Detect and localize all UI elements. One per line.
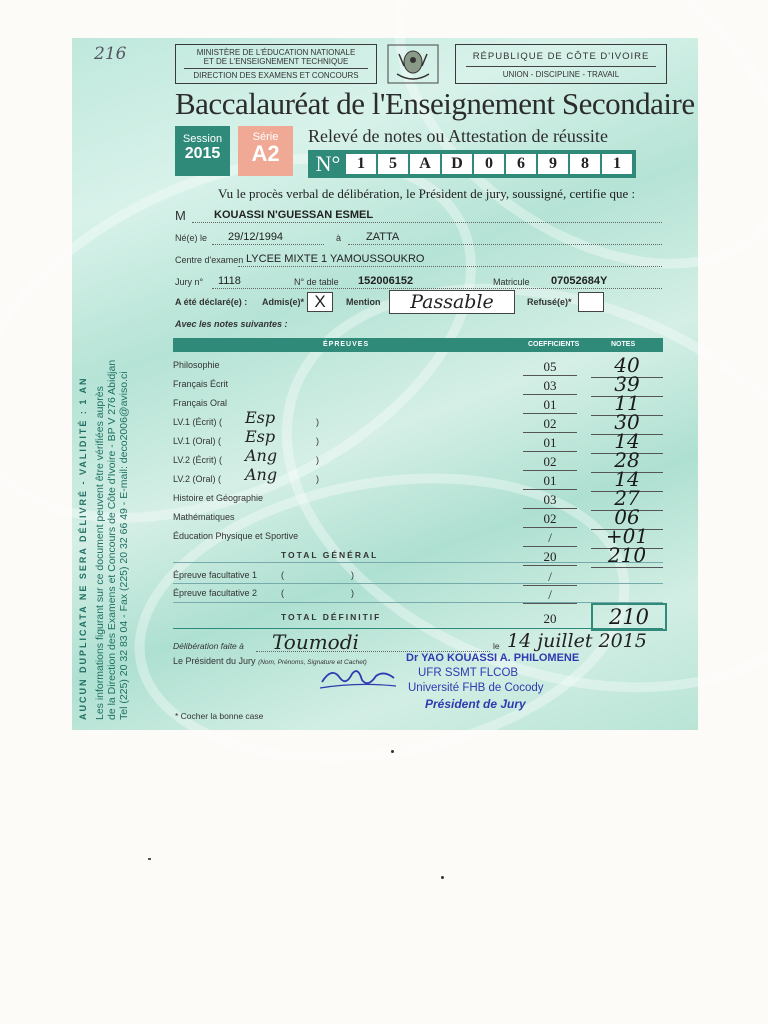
- total-general-coef: 20: [523, 549, 577, 566]
- subject-coef: 02: [523, 511, 577, 528]
- subject-language: Esp: [245, 408, 276, 427]
- signature-icon: [318, 662, 398, 697]
- optional-name: Épreuve facultative 2: [173, 588, 258, 598]
- optional-open-paren: (: [281, 588, 284, 598]
- subject-note: 40: [591, 353, 663, 378]
- subject-close-paren: ): [316, 436, 319, 446]
- matricule-label: Matricule: [493, 277, 530, 287]
- total-general-label: TOTAL GÉNÉRAL: [281, 550, 379, 560]
- header-notes: NOTES: [611, 341, 636, 348]
- subject-note: 06: [591, 505, 663, 530]
- serie-value: A2: [251, 141, 280, 166]
- sidebar-line-4: Tel (225) 20 32 83 04 - Fax (225) 20 32 66 49 - E-mail: deco2006@aviso.ci: [118, 371, 130, 720]
- dotted-line: [348, 244, 662, 245]
- scan-speck: [441, 876, 444, 879]
- table-row: [173, 372, 663, 396]
- subject-coef: 01: [523, 435, 577, 452]
- ministry-line-2: ET DE L'ENSEIGNEMENT TECHNIQUE: [203, 57, 349, 66]
- deliberation-date: 14 juillet 2015: [507, 630, 647, 652]
- table-row: [173, 486, 663, 510]
- table-row: [173, 353, 663, 377]
- ministry-line-3: DIRECTION DES EXAMENS ET CONCOURS: [184, 68, 368, 80]
- deliberation-label: Délibération faite à: [173, 641, 244, 651]
- document-subtitle: Relevé de notes ou Attestation de réussite: [308, 126, 608, 146]
- stamp-name: Dr YAO KOUASSI A. PHILOMENE: [406, 652, 580, 664]
- subject-coef: 03: [523, 378, 577, 395]
- subject-coef: 03: [523, 492, 577, 509]
- total-definitif-label: TOTAL DÉFINITIF: [281, 612, 382, 622]
- subject-coef: /: [523, 530, 577, 547]
- born-label: Né(e) le: [175, 233, 208, 243]
- subject-close-paren: ): [316, 417, 319, 427]
- sidebar-legal-text: [78, 360, 130, 720]
- serie-badge: [238, 126, 293, 176]
- scan-speck: [391, 750, 394, 753]
- table-rule: [173, 583, 663, 584]
- republic-name: RÉPUBLIQUE DE CÔTE D'IVOIRE: [472, 51, 650, 62]
- dotted-line: [212, 244, 324, 245]
- total-general-row: [173, 543, 663, 567]
- sidebar-line-2: Les informations figurant sur ce document peuvent être vérifiées auprès: [94, 386, 106, 720]
- session-label: Session: [182, 133, 223, 145]
- subject-note: 27: [591, 486, 663, 511]
- admitted-mark: X: [314, 292, 326, 311]
- candidate-name: KOUASSI N'GUESSAN ESMEL: [214, 209, 374, 221]
- subject-language: Ang: [245, 446, 278, 465]
- deliberation-place: Toumodi: [272, 630, 359, 654]
- subject-note: 28: [591, 448, 663, 473]
- table-rule: [173, 602, 663, 603]
- subject-name: Histoire et Géographie: [173, 493, 264, 503]
- subject-coef: 02: [523, 416, 577, 433]
- table-row: [173, 465, 663, 491]
- session-badge: [175, 126, 230, 176]
- stamp-role: Président de Jury: [425, 697, 526, 711]
- session-year: 2015: [184, 145, 221, 162]
- admitted-label: Admis(e)*: [262, 297, 305, 307]
- subject-coef: 01: [523, 473, 577, 490]
- table-number: 152006152: [358, 275, 414, 287]
- table-rule: [173, 628, 663, 629]
- republic-motto: UNION - DISCIPLINE - TRAVAIL: [466, 66, 656, 79]
- serie-label: Série: [252, 131, 279, 143]
- optional-close-paren: ): [351, 570, 354, 580]
- table-row: [173, 505, 663, 529]
- number-digit: 1: [346, 154, 376, 174]
- subject-close-paren: ): [316, 474, 319, 484]
- total-definitif-row: [173, 605, 663, 629]
- stamp-ufr: UFR SSMT FLCOB: [418, 667, 519, 679]
- center-label: Centre d'examen: [175, 255, 244, 265]
- table-label: N° de table: [294, 277, 339, 287]
- subject-note: 30: [591, 410, 663, 435]
- total-definitif-coef: 20: [543, 611, 557, 626]
- subject-note: 14: [591, 467, 663, 492]
- certify-text: Vu le procès verbal de délibération, le Président de jury, soussigné, certifie que :: [218, 186, 636, 201]
- subject-note: +01: [591, 524, 663, 549]
- subject-language: Esp: [245, 427, 276, 446]
- dotted-line: [212, 288, 662, 289]
- subject-name: LV.1 (Oral) (: [173, 436, 222, 446]
- number-digit: 0: [474, 154, 504, 174]
- civility: M: [175, 208, 186, 223]
- declared-label: A été déclaré(e) :: [175, 297, 248, 307]
- subject-language: Ang: [245, 465, 278, 484]
- subject-coef: 01: [523, 397, 577, 414]
- president-label-text: Le Président du Jury: [173, 656, 256, 666]
- subject-name: Mathématiques: [173, 512, 235, 522]
- number-digit: 5: [378, 154, 408, 174]
- number-digit: 8: [570, 154, 600, 174]
- subject-name: Philosophie: [173, 360, 220, 370]
- optional-coef: /: [523, 587, 577, 604]
- subject-note: 39: [591, 372, 663, 397]
- optional-open-paren: (: [281, 570, 284, 580]
- admitted-checkbox: [307, 292, 333, 312]
- born-date: 29/12/1994: [228, 231, 284, 243]
- number-digit: 1: [602, 154, 632, 174]
- certificate-number: [308, 150, 636, 178]
- subject-note: 11: [591, 391, 663, 416]
- deliberation-le-label: le: [493, 641, 500, 651]
- dotted-line: [192, 222, 662, 223]
- subject-coef: 05: [523, 359, 577, 376]
- jury-number: 1118: [218, 275, 241, 287]
- president-hint: (Nom, Prénoms, Signature et Cachet): [258, 659, 367, 666]
- subject-coef: 02: [523, 454, 577, 471]
- header-epreuves: ÉPREUVES: [323, 341, 370, 348]
- sidebar-line-1: AUCUN DUPLICATA NE SERA DÉLIVRÉ - VALIDITÉ : 1 AN: [78, 376, 88, 720]
- number-digit: D: [442, 154, 472, 174]
- footnote: * Cocher la bonne case: [175, 711, 264, 721]
- optional-close-paren: ): [351, 588, 354, 598]
- optional-name: Épreuve facultative 1: [173, 570, 258, 580]
- page-title: Baccalauréat de l'Enseignement Secondaire: [175, 86, 695, 121]
- refused-checkbox: [578, 292, 604, 312]
- refused-label: Refusé(e)*: [527, 297, 572, 307]
- sidebar-line-3: de la Direction des Examens et Concours de Côte d'Ivoire - BP V 276 Abidjan: [106, 359, 118, 720]
- stamp-university: Université FHB de Cocody: [408, 682, 544, 694]
- grades-table-header: [173, 338, 663, 352]
- jury-label: Jury n°: [175, 277, 204, 287]
- number-digit: A: [410, 154, 440, 174]
- subject-name: LV.2 (Oral) (: [173, 474, 222, 484]
- number-digit: 6: [506, 154, 536, 174]
- subject-note: 14: [591, 429, 663, 454]
- total-general-note: 210: [591, 543, 663, 568]
- table-row: [173, 524, 663, 548]
- exam-center: LYCEE MIXTE 1 YAMOUSSOUKRO: [246, 253, 425, 265]
- subject-name: Éducation Physique et Sportive: [173, 531, 299, 541]
- at-label: à: [336, 233, 342, 243]
- coat-of-arms-icon: [387, 44, 439, 84]
- header-coefficients: COEFFICIENTS: [528, 341, 580, 348]
- republic-box: [455, 44, 667, 84]
- handwritten-reference: 216: [94, 44, 127, 64]
- mention-value: Passable: [410, 291, 494, 313]
- number-digit: 9: [538, 154, 568, 174]
- subject-name: Français Écrit: [173, 379, 229, 389]
- mention-label: Mention: [346, 297, 381, 307]
- ministry-line-1: MINISTÈRE DE L'ÉDUCATION NATIONALE: [196, 48, 356, 57]
- number-prefix: N°: [315, 151, 341, 176]
- matricule-number: 07052684Y: [551, 275, 608, 287]
- born-place: ZATTA: [366, 231, 400, 243]
- dotted-line: [238, 266, 662, 267]
- total-definitif-note: 210: [591, 603, 667, 631]
- ministry-box: [175, 44, 377, 84]
- subject-close-paren: ): [316, 455, 319, 465]
- subject-name: Français Oral: [173, 398, 228, 408]
- subject-name: LV.2 (Écrit) (: [173, 455, 223, 465]
- mention-box: [389, 290, 515, 314]
- subject-name: LV.1 (Écrit) (: [173, 417, 223, 427]
- scan-speck: [148, 858, 151, 860]
- notes-intro: Avec les notes suivantes :: [175, 319, 288, 329]
- optional-coef: /: [523, 569, 577, 586]
